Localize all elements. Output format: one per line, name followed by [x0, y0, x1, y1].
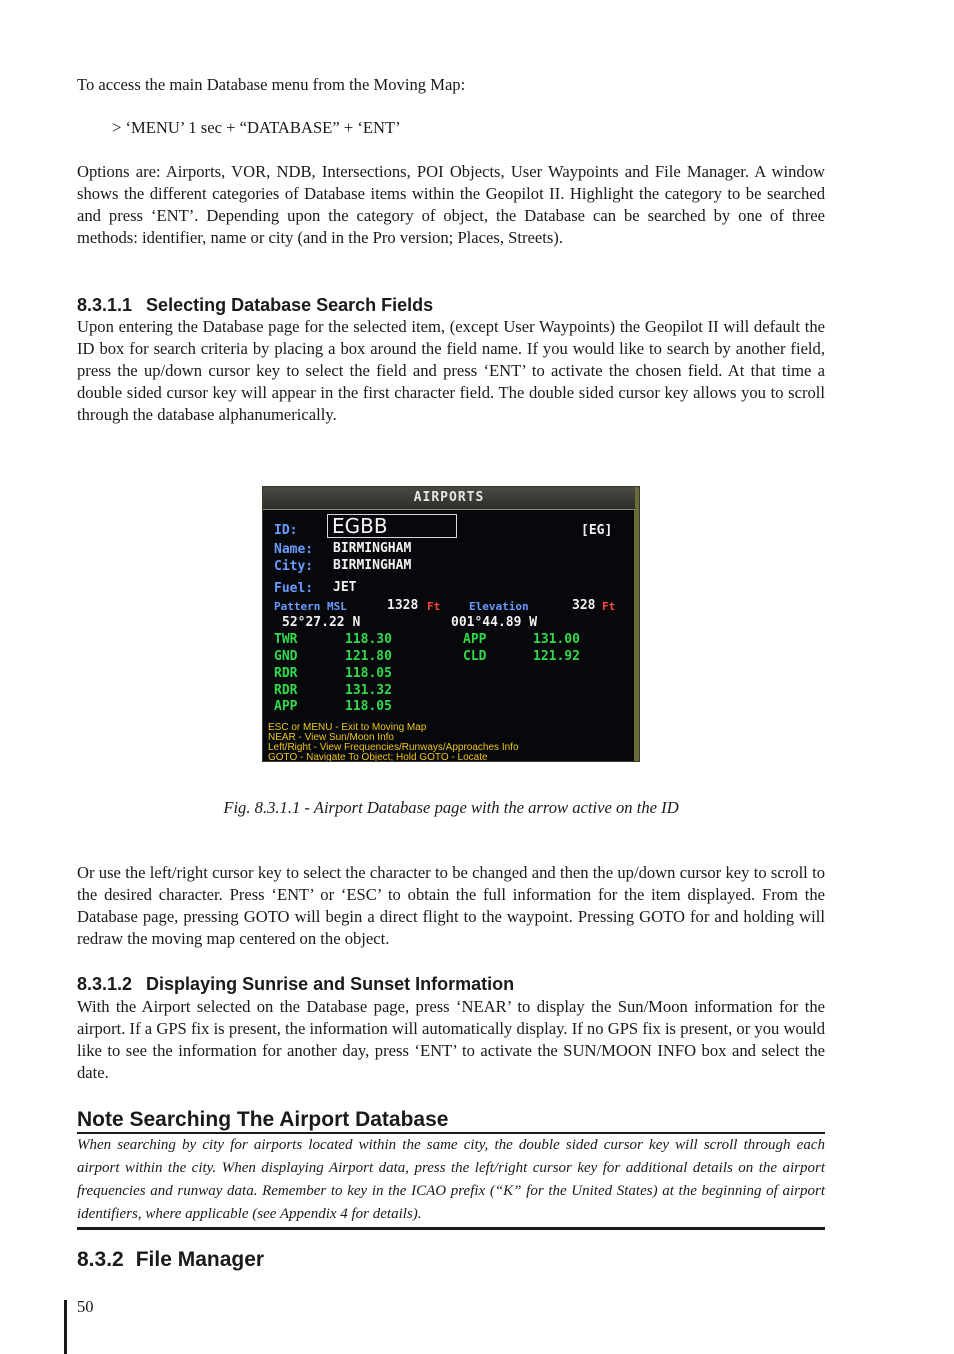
paragraph-after-figure: Or use the left/right cursor key to select the character to be changed and then the up/down cursor key to scroll to the desired character. Press ‘ENT’ or ‘ESC’ to obtain the full information for the item displayed. From the Database page, pressing GOTO will begin a direct flight to the waypoint. Pressing GOTO for and holding will redraw the moving map centered on the object.	[77, 863, 825, 948]
note-bottom-rule	[77, 1227, 825, 1230]
elevation-value: 328	[572, 598, 596, 613]
longitude: 001°44.89 W	[451, 615, 538, 630]
freq-label: RDR	[274, 666, 298, 681]
figure-caption: Fig. 8.3.1.1 - Airport Database page with the arrow active on the ID	[223, 798, 679, 817]
freq-value: 131.32	[345, 683, 392, 698]
help-line: NEAR - View Sun/Moon Info	[268, 732, 394, 743]
id-field: EGBB	[327, 514, 457, 538]
section-title: Selecting Database Search Fields	[146, 295, 434, 315]
freq-value: 121.92	[533, 649, 580, 664]
name-label: Name:	[274, 542, 314, 557]
region-code: [EG]	[581, 523, 613, 538]
freq-label: CLD	[463, 649, 487, 664]
freq-label: RDR	[274, 683, 298, 698]
freq-value: 118.30	[345, 632, 392, 647]
airport-database-screenshot	[262, 486, 640, 762]
city-value: BIRMINGHAM	[333, 558, 412, 573]
id-label: ID:	[274, 523, 298, 538]
page-number: 50	[77, 1297, 94, 1316]
menu-command: > ‘MENU’ 1 sec + “DATABASE” + ‘ENT’	[112, 118, 401, 137]
city-label: City:	[274, 559, 314, 574]
freq-label: TWR	[274, 632, 298, 647]
freq-value: 118.05	[345, 699, 392, 714]
section-number: 8.3.1.2	[77, 974, 133, 994]
note-title: Note Searching The Airport Database	[77, 1108, 449, 1131]
elevation-label: Elevation	[469, 600, 529, 613]
latitude: 52°27.22 N	[282, 615, 361, 630]
section-body-8311: Upon entering the Database page for the selected item, (except User Waypoints) the Geopilot II will default the ID box for search criteria by placing a box around the field name. If you would like to search by another field, press the up/down cursor key to select the field and press ‘ENT’ to activate the chosen field. At that time a double sided cursor key will appear in the first character field. The double sided cursor key allows you to scroll through the database alphanumerically.	[77, 317, 825, 424]
elevation-unit: Ft	[602, 600, 616, 613]
pattern-value: 1328	[387, 598, 419, 613]
page-margin-bar	[64, 1300, 67, 1354]
freq-value: 118.05	[345, 666, 392, 681]
fuel-value: JET	[333, 580, 357, 595]
section-number: 8.3.1.1	[77, 295, 133, 315]
fuel-label: Fuel:	[274, 581, 314, 596]
section-title: Displaying Sunrise and Sunset Information	[146, 974, 515, 994]
help-line: Left/Right - View Frequencies/Runways/Approaches Info	[268, 742, 519, 753]
section-title: File Manager	[135, 1248, 265, 1271]
freq-label: GND	[274, 649, 298, 664]
pattern-unit: Ft	[427, 600, 441, 613]
screen-title: AIRPORTS	[263, 487, 635, 510]
section-heading-8312	[77, 973, 514, 995]
freq-label: APP	[274, 699, 298, 714]
freq-value: 131.00	[533, 632, 580, 647]
section-heading-832	[77, 1247, 264, 1273]
intro-line: To access the main Database menu from the Moving Map:	[77, 75, 466, 94]
pattern-label: Pattern MSL	[274, 600, 347, 613]
screen-edge	[634, 487, 639, 762]
help-line: GOTO - Navigate To Object; Hold GOTO - Locate	[268, 752, 488, 762]
section-heading-8311	[77, 294, 433, 316]
freq-value: 121.80	[345, 649, 392, 664]
help-line: ESC or MENU - Exit to Moving Map	[268, 722, 427, 733]
section-number: 8.3.2	[77, 1248, 124, 1271]
note-body: When searching by city for airports located within the same city, the double sided cursor key will scroll through each airport within the city. When displaying Airport data, press the left/right cursor key for additional details on the airport frequencies and runway data. Remember to key in the ICAO prefix (“K” for the United States) at the beginning of airport identifiers, where applicable (see Appendix 4 for details).	[77, 1137, 825, 1222]
name-value: BIRMINGHAM	[333, 541, 412, 556]
section-body-8312: With the Airport selected on the Database page, press ‘NEAR’ to display the Sun/Moon information for the airport. If a GPS fix is present, the information will automatically display. If no GPS fix is present, or you would like to see the information for another day, press ‘ENT’ to activate the SUN/MOON INFO box and select the date.	[77, 997, 825, 1082]
intro-paragraph: Options are: Airports, VOR, NDB, Intersections, POI Objects, User Waypoints and File Manager. A window shows the different categories of Database items within the Geopilot II. Highlight the category to be searched and press ‘ENT’. Depending upon the category of object, the Database can be searched by one of three methods: identifier, name or city (and in the Pro version; Places, Streets).	[77, 162, 825, 247]
freq-label: APP	[463, 632, 487, 647]
